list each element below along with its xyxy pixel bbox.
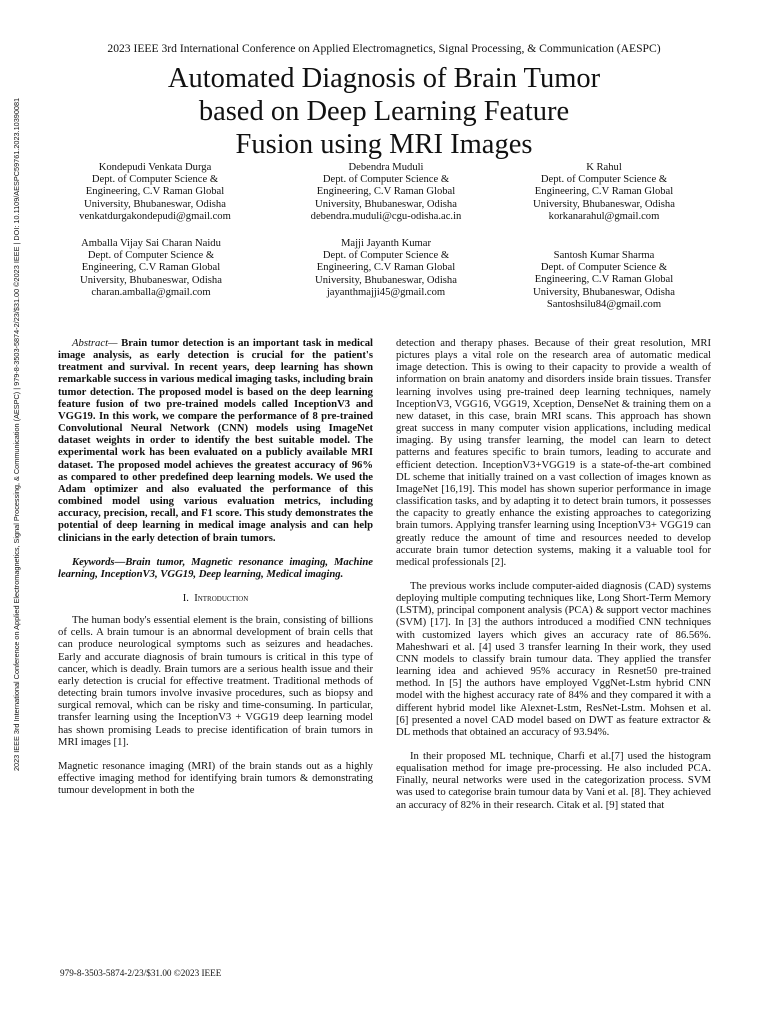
author-affiliation: University, Bhubaneswar, Odisha: [533, 286, 675, 298]
body-paragraph: In their proposed ML technique, Charfi et al.[7] used the histogram equalisation method for image pre-processing. He also included PCA. Finally, neural networks were used in the categorization process. SVM was used to categorise brain tumour data by Vani et al. [8]. They achieved an accuracy of 82% in their research. Citak et al. [9] stated that: [396, 751, 711, 811]
right-column: [396, 338, 711, 824]
abstract-text: Brain tumor detection is an important task in medical image analysis, as early detection is crucial for the patient's treatment and survival. In recent years, deep learning has shown remarkable success in various medical imaging tasks, including brain tumor detection. The proposed model is based on the deep learning feature fusion of two pre-trained models called InceptionV3 and VGG19. In this work, we compare the performance of 8 pre-trained Convolutional Neural Network (CNN) models using ImageNet dataset weights in order to identify the best suitable model. The experimental work has been evaluated on a publicly available MRI dataset. The proposed model achieves the greatest accuracy of 96% as compared to other predefined deep learning models. We used the Adam optimizer and also evaluated the performance of this combined model using various evaluation metrics, including accuracy, precision, recall, and F1 score. This study demonstrates the potential of deep learning in medical image analysis and can help clinicians in the early detection of brain tumors.: [58, 338, 373, 544]
author-affiliation: Engineering, C.V Raman Global: [85, 186, 225, 198]
section-number: I.: [182, 592, 189, 604]
author-affiliation: Dept. of Computer Science &: [91, 174, 219, 186]
body-paragraph: The human body's essential element is the brain, consisting of billions of cells. A brain tumour is an abnormal development of brain cells that can produce neurological symptoms such as seizures and headaches. Early and accurate diagnosis of brain tumours is critical in this type of cancer, which is deadly. Brain tumors are a serious health issue and their early detection is crucial for effective treatment. Traditional methods of detecting brain tumors involve invasive procedures, such as biopsy and surgical removal, which can be risky and time-consuming. In particular, transfer learning using the InceptionV3 + VGG19 deep learning model has shown promising Leads to precise identification of brain tumors in MRI images [1].: [58, 615, 373, 748]
author-affiliation: Engineering, C.V Raman Global: [534, 274, 674, 286]
author-affiliation: Dept. of Computer Science &: [540, 174, 668, 186]
author-affiliation: University, Bhubaneswar, Odisha: [315, 274, 457, 286]
author-email: jayanthmajji45@gmail.com: [326, 286, 446, 298]
abstract: [58, 338, 373, 545]
author-name: Amballa Vijay Sai Charan Naidu: [81, 238, 221, 249]
author-block: [266, 162, 506, 223]
section-heading: [58, 593, 373, 605]
author-name: Debendra Muduli: [348, 162, 424, 173]
author-affiliation: Dept. of Computer Science &: [322, 250, 450, 262]
author-block: [35, 162, 275, 223]
author-block: [266, 238, 506, 299]
author-email: charan.amballa@gmail.com: [91, 286, 211, 298]
author-affiliation: Engineering, C.V Raman Global: [81, 262, 221, 274]
author-affiliation: University, Bhubaneswar, Odisha: [533, 198, 675, 210]
section-title: Introduction: [194, 592, 249, 604]
author-affiliation: Engineering, C.V Raman Global: [316, 262, 456, 274]
author-email: korkanarahul@gmail.com: [548, 210, 660, 222]
author-affiliation: University, Bhubaneswar, Odisha: [315, 198, 457, 210]
body-paragraph: detection and therapy phases. Because of their great resolution, MRI pictures plays a vital role on the research area of automatic medical image detection. This is owing to their capacity to provide a wealth of information on brain anatomy and disorders inside brain tissues. Transfer learning involves using pre-trained deep learning techniques, namely InceptionV3, VGG16, VGG19, Xception, DenseNet & training them on a new dataset, in this case, brain MRI scans. This approach has shown great success in many computer vision applications, including medical imaging. By using transfer learning, the model can learn to detect patterns and features specific to brain tumors, leading to accurate and efficient detection. InceptionV3+VGG19 is a state-of-the-art combined DL scheme that initially trained on a vast collection of images known as ImageNet [16,19]. This model has shown superior performance in image classification tasks, and by adapting it to detect brain tumors, it possesses the capacity to greatly enhance the existing approaches to categorizing brain tumors. Applying transfer learning using InceptionV3+ VGG19 can greatly reduce the amount of time and resources needed to develop accurate brain tumor detection systems, making it a valuable tool for medical professionals [2].: [396, 338, 711, 568]
author-email: venkatdurgakondepudi@gmail.com: [79, 210, 231, 222]
author-email: debendra.muduli@cgu-odisha.ac.in: [310, 210, 462, 222]
title-line: based on Deep Learning Feature: [198, 96, 570, 127]
author-block: [484, 162, 724, 223]
conference-header: 2023 IEEE 3rd International Conference on Applied Electromagnetics, Signal Processing, & Communication (AESPC): [107, 42, 661, 55]
abstract-lead: Abstract—: [72, 338, 118, 349]
author-block: [484, 250, 724, 311]
paper-title: [84, 62, 684, 161]
author-name: Santosh Kumar Sharma: [553, 250, 655, 261]
left-column: [58, 338, 373, 809]
copyright-footer: 979-8-3503-5874-2/23/$31.00 ©2023 IEEE: [60, 968, 222, 978]
author-affiliation: Dept. of Computer Science &: [540, 262, 668, 274]
title-line: Fusion using MRI Images: [235, 129, 533, 160]
author-affiliation: University, Bhubaneswar, Odisha: [84, 198, 226, 210]
body-paragraph: Magnetic resonance imaging (MRI) of the brain stands out as a highly effective imaging method for identifying brain tumors & demonstrating tumour development in both the: [58, 760, 373, 797]
author-affiliation: University, Bhubaneswar, Odisha: [80, 274, 222, 286]
author-name: K Rahul: [586, 162, 622, 173]
author-name: Majji Jayanth Kumar: [340, 238, 432, 249]
keywords: Keywords—Brain tumor, Magnetic resonance imaging, Machine learning, InceptionV3, VGG19, Deep learning, Medical imaging.: [58, 556, 373, 580]
title-line: Automated Diagnosis of Brain Tumor: [167, 63, 601, 94]
author-affiliation: Engineering, C.V Raman Global: [534, 186, 674, 198]
body-paragraph: The previous works include computer-aided diagnosis (CAD) systems deploying multiple computing techniques like, Long Short-Term Memory (LSTM), principal component analysis (PCA) & support vector machines (SVM) [17]. In [3] the authors introduced a modified CNN techniques with customized layers which gives an accuracy rate of 86.56%. Maheshwari et al. [4] used 3 transfer learning In their work, they used CNN models to classify brain tumour data. They applied the transfer learning idea and achieved 95% accuracy in Resnet50 pre-trained method. In [5] the authors have employed VggNet-Lstm hybrid CNN model with the highest accuracy rate of 84% and they compared it with a different hybrid model like Alexnet-Lstm, ResNet-Lstm. Mohsen et al. [6] presented a novel CAD model based on DWT as feature extractor & DL methods that obtained an accuracy of 93.94%.: [396, 580, 711, 738]
author-affiliation: Dept. of Computer Science &: [87, 250, 215, 262]
author-affiliation: Engineering, C.V Raman Global: [316, 186, 456, 198]
side-doi-note: 2023 IEEE 3rd International Conference on Applied Electromagnetics, Signal Processing, & Communication (AESPC) | 979-8-3503-5874-2/23/$31.00 ©2023 IEEE | DOI: 10.1109/AESPC59761.2023.10390081: [12, 97, 21, 771]
author-email: Santoshsilu84@gmail.com: [546, 298, 662, 310]
author-name: Kondepudi Venkata Durga: [98, 162, 212, 173]
author-block: [31, 238, 271, 299]
author-affiliation: Dept. of Computer Science &: [322, 174, 450, 186]
